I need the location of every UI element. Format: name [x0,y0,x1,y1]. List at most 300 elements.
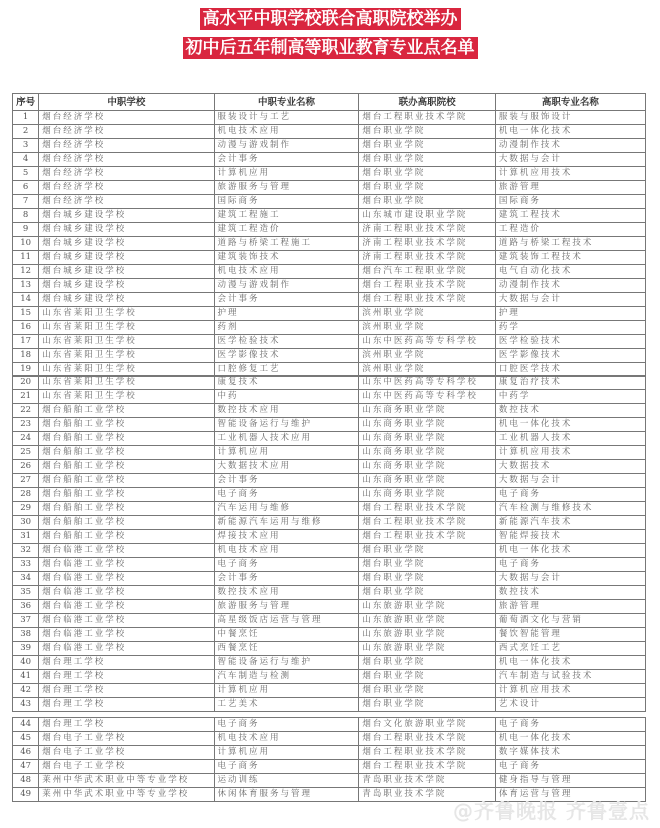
secondary-school-cell: 烟台电子工业学校 [39,760,214,774]
row-index-cell: 47 [13,760,39,774]
partner-college-cell: 山东商务职业学院 [359,488,495,502]
row-index-cell: 16 [13,321,39,335]
college-major-cell: 中药学 [495,390,645,404]
secondary-school-cell: 山东省莱阳卫生学校 [39,307,214,321]
row-index-cell: 5 [13,167,39,181]
secondary-major-cell: 电子商务 [214,558,359,572]
row-index-cell: 46 [13,746,39,760]
table-row [13,746,646,760]
partner-college-cell: 烟台工程职业技术学院 [359,279,495,293]
college-major-cell: 计算机应用技术 [495,167,645,181]
secondary-major-cell: 机电技术应用 [214,265,359,279]
partner-college-cell: 烟台文化旅游职业学院 [359,718,495,732]
secondary-major-cell: 医学影像技术 [214,349,359,363]
row-index-cell: 6 [13,181,39,195]
row-index-cell: 41 [13,670,39,684]
college-major-cell: 旅游管理 [495,600,645,614]
secondary-major-cell: 会计事务 [214,153,359,167]
secondary-school-cell: 山东省莱阳卫生学校 [39,349,214,363]
partner-college-cell: 烟台职业学院 [359,544,495,558]
secondary-school-cell: 烟台经济学校 [39,125,214,139]
header-secondary-major: 中职专业名称 [214,94,359,111]
secondary-major-cell: 道路与桥梁工程施工 [214,237,359,251]
college-major-cell: 建筑工程技术 [495,209,645,223]
table-row [13,698,646,712]
college-major-cell: 数字媒体技术 [495,746,645,760]
college-major-cell: 建筑装饰工程技术 [495,251,645,265]
program-table-part-3 [12,717,646,802]
secondary-major-cell: 建筑工程施工 [214,209,359,223]
secondary-major-cell: 计算机应用 [214,167,359,181]
partner-college-cell: 济南工程职业技术学院 [359,237,495,251]
partner-college-cell: 山东中医药高等专科学校 [359,376,495,390]
table-row [13,111,646,125]
college-major-cell: 康复治疗技术 [495,376,645,390]
secondary-school-cell: 烟台临港工业学校 [39,642,214,656]
college-major-cell: 西式烹饪工艺 [495,642,645,656]
partner-college-cell: 滨州职业学院 [359,349,495,363]
secondary-school-cell: 烟台电子工业学校 [39,732,214,746]
secondary-school-cell: 烟台理工学校 [39,684,214,698]
row-index-cell: 25 [13,446,39,460]
table-row [13,614,646,628]
college-major-cell: 大数据与会计 [495,293,645,307]
row-index-cell: 49 [13,788,39,802]
partner-college-cell: 山东旅游职业学院 [359,642,495,656]
secondary-major-cell: 会计事务 [214,293,359,307]
college-major-cell: 新能源汽车技术 [495,516,645,530]
title-line-1: 高水平中职学校联合高职院校举办 [200,8,461,30]
college-major-cell: 大数据与会计 [495,572,645,586]
row-index-cell: 37 [13,614,39,628]
table-row [13,516,646,530]
college-major-cell: 智能焊接技术 [495,530,645,544]
secondary-school-cell: 烟台理工学校 [39,656,214,670]
partner-college-cell: 滨州职业学院 [359,307,495,321]
row-index-cell: 2 [13,125,39,139]
table-row [13,335,646,349]
row-index-cell: 27 [13,474,39,488]
row-index-cell: 34 [13,572,39,586]
secondary-school-cell: 烟台城乡建设学校 [39,223,214,237]
partner-college-cell: 济南工程职业技术学院 [359,223,495,237]
secondary-school-cell: 烟台船舶工业学校 [39,432,214,446]
row-index-cell: 18 [13,349,39,363]
secondary-school-cell: 烟台临港工业学校 [39,544,214,558]
table-row [13,181,646,195]
program-table-part-2 [12,375,646,712]
row-index-cell: 1 [13,111,39,125]
table-row [13,418,646,432]
row-index-cell: 15 [13,307,39,321]
secondary-school-cell: 烟台船舶工业学校 [39,404,214,418]
row-index-cell: 40 [13,656,39,670]
partner-college-cell: 烟台工程职业技术学院 [359,502,495,516]
table-row [13,307,646,321]
college-major-cell: 艺术设计 [495,698,645,712]
partner-college-cell: 烟台职业学院 [359,572,495,586]
partner-college-cell: 烟台工程职业技术学院 [359,516,495,530]
secondary-school-cell: 山东省莱阳卫生学校 [39,390,214,404]
college-major-cell: 电子商务 [495,558,645,572]
table-row [13,544,646,558]
partner-college-cell: 烟台职业学院 [359,181,495,195]
secondary-major-cell: 建筑工程造价 [214,223,359,237]
secondary-school-cell: 烟台城乡建设学校 [39,293,214,307]
college-major-cell: 动漫制作技术 [495,139,645,153]
college-major-cell: 计算机应用技术 [495,446,645,460]
row-index-cell: 44 [13,718,39,732]
row-index-cell: 8 [13,209,39,223]
partner-college-cell: 山东旅游职业学院 [359,600,495,614]
table-row [13,349,646,363]
partner-college-cell: 烟台职业学院 [359,125,495,139]
row-index-cell: 24 [13,432,39,446]
table-row [13,237,646,251]
partner-college-cell: 烟台职业学院 [359,167,495,181]
college-major-cell: 机电一体化技术 [495,732,645,746]
secondary-school-cell: 烟台城乡建设学校 [39,279,214,293]
partner-college-cell: 烟台职业学院 [359,684,495,698]
partner-college-cell: 山东商务职业学院 [359,432,495,446]
table-row [13,195,646,209]
table-row [13,572,646,586]
secondary-school-cell: 烟台城乡建设学校 [39,251,214,265]
header-index: 序号 [13,94,39,111]
college-major-cell: 大数据技术 [495,460,645,474]
secondary-major-cell: 机电技术应用 [214,544,359,558]
table-row [13,774,646,788]
secondary-major-cell: 动漫与游戏制作 [214,139,359,153]
table-row [13,558,646,572]
secondary-school-cell: 烟台理工学校 [39,718,214,732]
partner-college-cell: 山东旅游职业学院 [359,628,495,642]
secondary-major-cell: 康复技术 [214,376,359,390]
partner-college-cell: 烟台工程职业技术学院 [359,760,495,774]
partner-college-cell: 山东商务职业学院 [359,474,495,488]
partner-college-cell: 滨州职业学院 [359,363,495,377]
secondary-school-cell: 莱州中华武术职业中等专业学校 [39,788,214,802]
secondary-major-cell: 计算机应用 [214,446,359,460]
row-index-cell: 3 [13,139,39,153]
row-index-cell: 14 [13,293,39,307]
partner-college-cell: 烟台职业学院 [359,195,495,209]
table-row [13,167,646,181]
row-index-cell: 42 [13,684,39,698]
secondary-major-cell: 机电技术应用 [214,125,359,139]
partner-college-cell: 济南工程职业技术学院 [359,251,495,265]
row-index-cell: 4 [13,153,39,167]
secondary-major-cell: 工业机器人技术应用 [214,432,359,446]
row-index-cell: 48 [13,774,39,788]
college-major-cell: 体育运营与管理 [495,788,645,802]
college-major-cell: 护理 [495,307,645,321]
table-row [13,321,646,335]
college-major-cell: 电子商务 [495,760,645,774]
header-college-major: 高职专业名称 [495,94,645,111]
partner-college-cell: 烟台职业学院 [359,698,495,712]
row-index-cell: 28 [13,488,39,502]
college-major-cell: 汽车检测与维修技术 [495,502,645,516]
table-row [13,656,646,670]
secondary-school-cell: 烟台船舶工业学校 [39,488,214,502]
secondary-school-cell: 莱州中华武术职业中等专业学校 [39,774,214,788]
college-major-cell: 电子商务 [495,488,645,502]
secondary-school-cell: 烟台城乡建设学校 [39,265,214,279]
table-row [13,586,646,600]
secondary-school-cell: 烟台临港工业学校 [39,586,214,600]
secondary-school-cell: 烟台经济学校 [39,181,214,195]
table-row [13,153,646,167]
table-row [13,125,646,139]
partner-college-cell: 烟台职业学院 [359,586,495,600]
secondary-major-cell: 会计事务 [214,474,359,488]
secondary-school-cell: 烟台经济学校 [39,111,214,125]
secondary-major-cell: 国际商务 [214,195,359,209]
secondary-major-cell: 中餐烹饪 [214,628,359,642]
secondary-school-cell: 烟台船舶工业学校 [39,418,214,432]
table-row [13,432,646,446]
secondary-major-cell: 运动训练 [214,774,359,788]
partner-college-cell: 烟台工程职业技术学院 [359,111,495,125]
secondary-major-cell: 大数据技术应用 [214,460,359,474]
row-index-cell: 17 [13,335,39,349]
program-table-part-1 [12,93,646,377]
secondary-school-cell: 烟台船舶工业学校 [39,474,214,488]
secondary-school-cell: 山东省莱阳卫生学校 [39,363,214,377]
row-index-cell: 31 [13,530,39,544]
secondary-school-cell: 烟台船舶工业学校 [39,446,214,460]
secondary-school-cell: 烟台临港工业学校 [39,614,214,628]
partner-college-cell: 山东中医药高等专科学校 [359,335,495,349]
secondary-school-cell: 烟台城乡建设学校 [39,237,214,251]
secondary-school-cell: 山东省莱阳卫生学校 [39,321,214,335]
row-index-cell: 23 [13,418,39,432]
college-major-cell: 大数据与会计 [495,153,645,167]
row-index-cell: 10 [13,237,39,251]
college-major-cell: 国际商务 [495,195,645,209]
secondary-major-cell: 服装设计与工艺 [214,111,359,125]
table-header-row [13,94,646,111]
row-index-cell: 36 [13,600,39,614]
partner-college-cell: 青岛职业技术学院 [359,774,495,788]
title-line-2: 初中后五年制高等职业教育专业点名单 [183,37,478,59]
row-index-cell: 20 [13,376,39,390]
row-index-cell: 11 [13,251,39,265]
college-major-cell: 汽车制造与试验技术 [495,670,645,684]
table-row [13,446,646,460]
secondary-major-cell: 数控技术应用 [214,404,359,418]
table-row [13,642,646,656]
college-major-cell: 药学 [495,321,645,335]
row-index-cell: 22 [13,404,39,418]
college-major-cell: 动漫制作技术 [495,279,645,293]
header-partner-college: 联办高职院校 [359,94,495,111]
partner-college-cell: 烟台职业学院 [359,670,495,684]
college-major-cell: 工业机器人技术 [495,432,645,446]
college-major-cell: 口腔医学技术 [495,363,645,377]
table-row [13,376,646,390]
secondary-major-cell: 电子商务 [214,760,359,774]
partner-college-cell: 青岛职业技术学院 [359,788,495,802]
secondary-major-cell: 动漫与游戏制作 [214,279,359,293]
table-row [13,460,646,474]
college-major-cell: 工程造价 [495,223,645,237]
partner-college-cell: 烟台汽车工程职业学院 [359,265,495,279]
partner-college-cell: 烟台职业学院 [359,139,495,153]
partner-college-cell: 烟台工程职业技术学院 [359,293,495,307]
table-row [13,390,646,404]
college-major-cell: 餐饮智能管理 [495,628,645,642]
row-index-cell: 43 [13,698,39,712]
college-major-cell: 健身指导与管理 [495,774,645,788]
college-major-cell: 电子商务 [495,718,645,732]
table-row [13,293,646,307]
secondary-major-cell: 新能源汽车运用与维修 [214,516,359,530]
secondary-school-cell: 烟台经济学校 [39,153,214,167]
table-row [13,718,646,732]
partner-college-cell: 山东商务职业学院 [359,446,495,460]
document-title [0,8,660,66]
secondary-school-cell: 烟台经济学校 [39,167,214,181]
secondary-major-cell: 工艺美术 [214,698,359,712]
partner-college-cell: 烟台工程职业技术学院 [359,530,495,544]
secondary-school-cell: 烟台船舶工业学校 [39,530,214,544]
table-row [13,209,646,223]
secondary-school-cell: 烟台临港工业学校 [39,628,214,642]
row-index-cell: 19 [13,363,39,377]
college-major-cell: 道路与桥梁工程技术 [495,237,645,251]
secondary-school-cell: 烟台临港工业学校 [39,558,214,572]
table-row [13,139,646,153]
secondary-major-cell: 机电技术应用 [214,732,359,746]
college-major-cell: 数控技术 [495,586,645,600]
row-index-cell: 30 [13,516,39,530]
secondary-school-cell: 烟台电子工业学校 [39,746,214,760]
secondary-school-cell: 烟台经济学校 [39,195,214,209]
watermark: @齐鲁晚报 齐鲁壹点 [453,799,650,823]
partner-college-cell: 山东商务职业学院 [359,460,495,474]
secondary-school-cell: 烟台经济学校 [39,139,214,153]
secondary-school-cell: 烟台船舶工业学校 [39,460,214,474]
table-row [13,488,646,502]
secondary-major-cell: 高星级饭店运营与管理 [214,614,359,628]
college-major-cell: 机电一体化技术 [495,656,645,670]
row-index-cell: 12 [13,265,39,279]
table-row [13,279,646,293]
secondary-major-cell: 计算机应用 [214,746,359,760]
header-secondary-school: 中职学校 [39,94,214,111]
secondary-major-cell: 电子商务 [214,488,359,502]
college-major-cell: 机电一体化技术 [495,418,645,432]
secondary-major-cell: 旅游服务与管理 [214,600,359,614]
college-major-cell: 机电一体化技术 [495,125,645,139]
secondary-major-cell: 药剂 [214,321,359,335]
secondary-major-cell: 口腔修复工艺 [214,363,359,377]
college-major-cell: 医学检验技术 [495,335,645,349]
secondary-school-cell: 烟台船舶工业学校 [39,502,214,516]
partner-college-cell: 山东中医药高等专科学校 [359,390,495,404]
secondary-major-cell: 汽车制造与检测 [214,670,359,684]
secondary-school-cell: 烟台城乡建设学校 [39,209,214,223]
secondary-major-cell: 智能设备运行与维护 [214,418,359,432]
secondary-major-cell: 电子商务 [214,718,359,732]
secondary-school-cell: 烟台理工学校 [39,698,214,712]
college-major-cell: 医学影像技术 [495,349,645,363]
secondary-school-cell: 山东省莱阳卫生学校 [39,335,214,349]
table-row [13,684,646,698]
partner-college-cell: 烟台工程职业技术学院 [359,746,495,760]
secondary-major-cell: 汽车运用与维修 [214,502,359,516]
secondary-school-cell: 烟台临港工业学校 [39,572,214,586]
secondary-major-cell: 休闲体育服务与管理 [214,788,359,802]
secondary-major-cell: 智能设备运行与维护 [214,656,359,670]
college-major-cell: 葡萄酒文化与营销 [495,614,645,628]
secondary-major-cell: 焊接技术应用 [214,530,359,544]
row-index-cell: 39 [13,642,39,656]
table-row [13,474,646,488]
row-index-cell: 45 [13,732,39,746]
secondary-major-cell: 数控技术应用 [214,586,359,600]
college-major-cell: 大数据与会计 [495,474,645,488]
table-row [13,223,646,237]
college-major-cell: 机电一体化技术 [495,544,645,558]
partner-college-cell: 烟台职业学院 [359,558,495,572]
college-major-cell: 旅游管理 [495,181,645,195]
college-major-cell: 计算机应用技术 [495,684,645,698]
secondary-major-cell: 中药 [214,390,359,404]
partner-college-cell: 山东旅游职业学院 [359,614,495,628]
partner-college-cell: 烟台职业学院 [359,656,495,670]
college-major-cell: 服装与服饰设计 [495,111,645,125]
table-row [13,732,646,746]
partner-college-cell: 烟台工程职业技术学院 [359,732,495,746]
partner-college-cell: 山东商务职业学院 [359,418,495,432]
partner-college-cell: 山东商务职业学院 [359,404,495,418]
row-index-cell: 13 [13,279,39,293]
partner-college-cell: 滨州职业学院 [359,321,495,335]
row-index-cell: 33 [13,558,39,572]
secondary-school-cell: 烟台临港工业学校 [39,600,214,614]
secondary-school-cell: 烟台船舶工业学校 [39,516,214,530]
row-index-cell: 38 [13,628,39,642]
partner-college-cell: 山东城市建设职业学院 [359,209,495,223]
table-row [13,251,646,265]
secondary-major-cell: 西餐烹饪 [214,642,359,656]
row-index-cell: 29 [13,502,39,516]
table-row [13,760,646,774]
secondary-major-cell: 旅游服务与管理 [214,181,359,195]
table-row [13,502,646,516]
row-index-cell: 35 [13,586,39,600]
secondary-major-cell: 会计事务 [214,572,359,586]
table-row [13,530,646,544]
row-index-cell: 32 [13,544,39,558]
college-major-cell: 电气自动化技术 [495,265,645,279]
secondary-major-cell: 医学检验技术 [214,335,359,349]
row-index-cell: 9 [13,223,39,237]
table-row [13,600,646,614]
college-major-cell: 数控技术 [495,404,645,418]
secondary-school-cell: 烟台理工学校 [39,670,214,684]
table-row [13,265,646,279]
secondary-school-cell: 山东省莱阳卫生学校 [39,376,214,390]
secondary-major-cell: 建筑装饰技术 [214,251,359,265]
row-index-cell: 21 [13,390,39,404]
table-row [13,670,646,684]
row-index-cell: 7 [13,195,39,209]
partner-college-cell: 烟台职业学院 [359,153,495,167]
